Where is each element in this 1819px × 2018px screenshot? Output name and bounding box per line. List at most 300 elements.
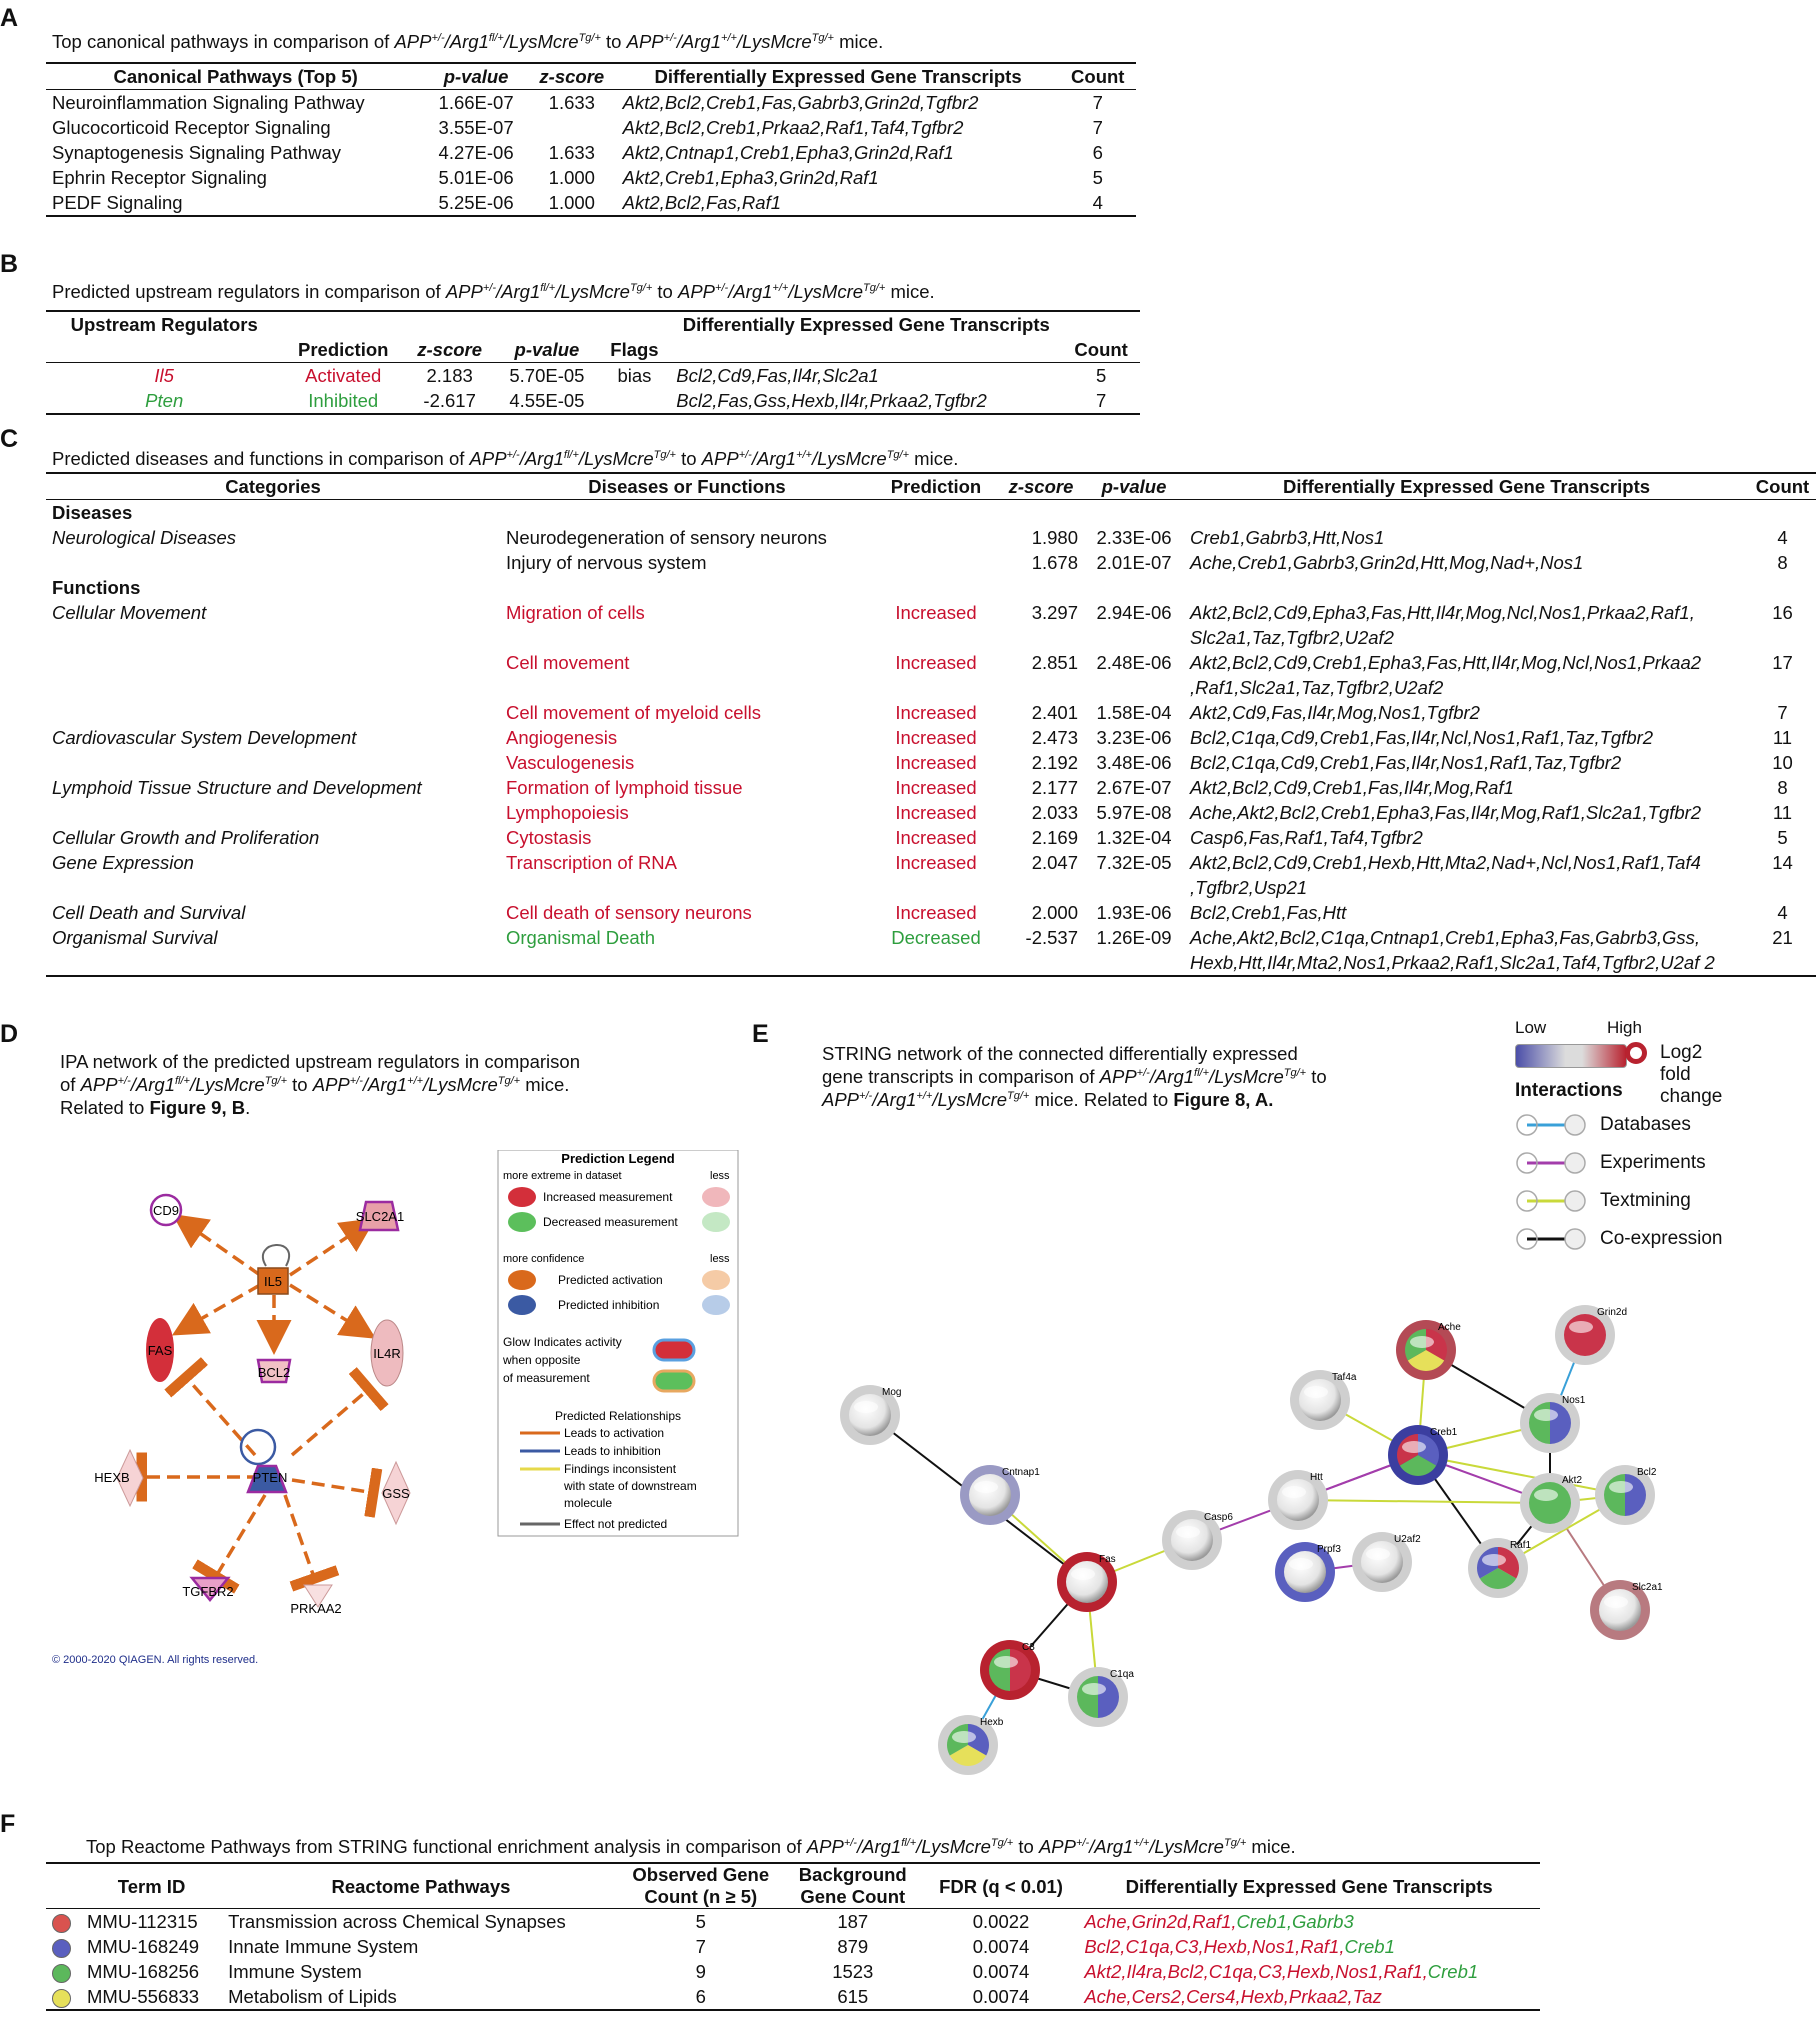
prediction-legend bbox=[498, 1150, 738, 1536]
panel-b-label: B bbox=[0, 250, 19, 278]
count: 5 bbox=[1092, 167, 1103, 188]
string-node-label: Grin2d bbox=[1597, 1307, 1628, 1318]
p-value: 3.48E-06 bbox=[1096, 752, 1172, 773]
table-row bbox=[46, 1959, 1540, 1984]
category: Neurological Diseases bbox=[52, 527, 237, 548]
edge-creb1-bcl2 bbox=[1418, 1455, 1625, 1495]
flag bbox=[599, 388, 671, 414]
mouse-genotype-2: APP+/-/Arg1+/+/LysMcre$^{Tg/+}$ bbox=[678, 281, 886, 302]
header-p-value: p-value bbox=[1101, 476, 1167, 497]
gene-list: Bcl2,Creb1,Fas,Htt bbox=[1190, 902, 1347, 923]
z-score: 2.473 bbox=[1031, 727, 1078, 748]
header-genes: Differentially Expressed Gene Transcripts bbox=[1282, 476, 1651, 497]
p-value: 1.66E-07 bbox=[438, 92, 514, 113]
count: 10 bbox=[1772, 752, 1793, 773]
mouse-genotype-2: APP+/-/Arg1+/+/LysMcre$^{Tg/+}$ bbox=[312, 1074, 521, 1095]
section-row bbox=[46, 500, 1816, 526]
count: 8 bbox=[1777, 777, 1788, 798]
panel-c-caption: Predicted diseases and functions in comparison of $APP^{+/-}/Arg1^{fl/+}/LysMcre^{Tg/+}$ to APP+/-/Arg1+/+/LysMcre$^{Tg/+}$ mice. bbox=[52, 448, 959, 469]
fdr: 0.0074 bbox=[972, 1986, 1030, 2007]
p-value: 2.67E-07 bbox=[1096, 777, 1172, 798]
edge-il5-cd9 bbox=[178, 1218, 260, 1275]
string-node-label: Slc2a1 bbox=[1632, 1582, 1663, 1593]
background-count: 615 bbox=[837, 1986, 869, 2007]
z-score: -2.617 bbox=[423, 390, 476, 411]
p-value: 2.48E-06 bbox=[1096, 652, 1172, 673]
count: 4 bbox=[1092, 192, 1103, 213]
string-node-label: Taf4a bbox=[1332, 1372, 1357, 1383]
gene-list: Akt2,Creb1,Epha3,Grin2d,Raf1 bbox=[622, 167, 879, 188]
prediction: Increased bbox=[895, 652, 977, 673]
prediction: Inhibited bbox=[308, 390, 379, 411]
z-score: 2.000 bbox=[1031, 902, 1078, 923]
qiagen-copyright: © 2000-2020 QIAGEN. All rights reserved. bbox=[52, 1654, 259, 1666]
flag: bias bbox=[617, 365, 652, 386]
node-prkaa2-label: PRKAA2 bbox=[290, 1601, 342, 1616]
count: 14 bbox=[1772, 852, 1793, 873]
table-row bbox=[46, 900, 1816, 925]
header-count: Count bbox=[1074, 339, 1128, 360]
p-value: 3.55E-07 bbox=[438, 117, 514, 138]
disease-function: Neurodegeneration of sensory neurons bbox=[506, 527, 827, 548]
count: 7 bbox=[1092, 117, 1103, 138]
prediction: Decreased bbox=[891, 927, 981, 948]
string-node-label: Nos1 bbox=[1562, 1395, 1586, 1406]
prediction: Activated bbox=[305, 365, 382, 386]
gene-list: Casp6,Fas,Raf1,Taf4,Tgfbr2 bbox=[1190, 827, 1423, 848]
pathway-name: Glucocorticoid Receptor Signaling bbox=[52, 117, 331, 138]
header-p-value: p-value bbox=[443, 66, 509, 87]
string-node-ache bbox=[1396, 1320, 1461, 1380]
category: Cell Death and Survival bbox=[52, 902, 246, 923]
table-row bbox=[46, 825, 1816, 850]
category: Cardiovascular System Development bbox=[52, 727, 357, 748]
node-il4r-label: IL4R bbox=[373, 1346, 401, 1361]
panel-f-caption: Top Reactome Pathways from STRING functional enrichment analysis in comparison of $APP^{+/-}/Arg1^{fl/+}/LysMcre^{Tg/+}$ to APP+/-/Arg1+/+/LysMcre$^{Tg/+}$ mice. bbox=[86, 1836, 1296, 1857]
panel-d-caption: IPA network of the predicted upstream regulators in comparison of $APP^{+/-}/Arg1^{fl/+}/LysMcre^{Tg/+}$ to APP+/-/Arg1+/+/LysMcre$^{Tg/+}$ mice. Related to Figure 9, B. bbox=[60, 1051, 580, 1118]
disease-function: Cell movement bbox=[506, 652, 630, 673]
pathway-color-dot-icon bbox=[52, 1989, 71, 2008]
table-row bbox=[46, 850, 1816, 900]
pathway-color-dot-icon bbox=[52, 1964, 71, 1983]
table-row bbox=[46, 525, 1816, 550]
disease-function: Migration of cells bbox=[506, 602, 645, 623]
fold-change-ring-icon bbox=[1625, 1042, 1647, 1064]
string-node-c1qa bbox=[1068, 1667, 1134, 1727]
z-score: 2.047 bbox=[1031, 852, 1078, 873]
term-id: MMU-112315 bbox=[87, 1911, 198, 1932]
mouse-genotype-1: $APP^{+/-}/Arg1^{fl/+}/LysMcre^{Tg/+}$ bbox=[806, 1836, 1014, 1857]
gene-list: Akt2,Bcl2,Creb1,Fas,Gabrb3,Grin2d,Tgfbr2 bbox=[622, 92, 979, 113]
header-categories: Categories bbox=[225, 476, 321, 497]
table-row bbox=[46, 550, 1816, 575]
disease-function: Vasculogenesis bbox=[506, 752, 635, 773]
prediction: Increased bbox=[895, 852, 977, 873]
string-node-prpf3 bbox=[1275, 1542, 1341, 1602]
string-node-htt bbox=[1268, 1470, 1328, 1530]
p-value: 5.01E-06 bbox=[438, 167, 514, 188]
svg-text:of measurement: of measurement bbox=[503, 1371, 590, 1385]
svg-text:with state of downstream: with state of downstream bbox=[564, 1479, 697, 1493]
count: 7 bbox=[1777, 702, 1788, 723]
string-node-slc2a1 bbox=[1590, 1580, 1663, 1640]
string-network bbox=[830, 1285, 1730, 1785]
prediction bbox=[874, 550, 998, 575]
string-node-label: Creb1 bbox=[1430, 1427, 1458, 1438]
string-node-taf4a bbox=[1290, 1370, 1357, 1430]
table-row bbox=[46, 363, 1140, 389]
header-genes: Differentially Expressed Gene Transcripts bbox=[682, 314, 1050, 335]
section-row bbox=[46, 575, 1816, 600]
gene-list: Bcl2,C1qa,Cd9,Creb1,Fas,Il4r,Ncl,Nos1,Raf1,Taz,Tgfbr2 bbox=[1190, 727, 1654, 748]
z-score: 2.183 bbox=[426, 365, 473, 386]
table-row bbox=[46, 388, 1140, 414]
p-value: 1.58E-04 bbox=[1096, 702, 1172, 723]
pathway-name: Synaptogenesis Signaling Pathway bbox=[52, 142, 341, 163]
ipa-network bbox=[80, 1150, 760, 1630]
z-score bbox=[527, 115, 617, 140]
edge-il5-fas bbox=[178, 1285, 260, 1332]
category: Cellular Movement bbox=[52, 602, 207, 623]
section-title: Diseases bbox=[52, 502, 133, 523]
panel-f-label: F bbox=[0, 1810, 16, 1838]
z-score: -2.537 bbox=[1025, 927, 1078, 948]
gene-list: Ache,Akt2,Bcl2,Creb1,Epha3,Fas,Il4r,Mog,Raf1,Slc2a1,Tgfbr2 bbox=[1190, 802, 1702, 823]
background-count: 187 bbox=[837, 1911, 869, 1932]
string-node-label: C3 bbox=[1022, 1642, 1035, 1653]
table-row bbox=[46, 725, 1816, 750]
disease-function: Cell death of sensory neurons bbox=[506, 902, 752, 923]
gene-list: Akt2,Il4ra,Bcl2,C1qa,C3,Hexb,Nos1,Raf1,Creb1 bbox=[1084, 1961, 1479, 1982]
prediction: Increased bbox=[895, 902, 977, 923]
panel-a-label: A bbox=[0, 4, 19, 32]
edge-pten-gss bbox=[292, 1480, 375, 1493]
prediction bbox=[874, 525, 998, 550]
gene-list: Bcl2,C1qa,Cd9,Creb1,Fas,Il4r,Nos1,Raf1,Taz,Tgfbr2 bbox=[1190, 752, 1622, 773]
gene-list: Akt2,Bcl2,Creb1,Prkaa2,Raf1,Taf4,Tgfbr2 bbox=[622, 117, 964, 138]
svg-text:Glow Indicates activity: Glow Indicates activity bbox=[503, 1335, 622, 1349]
edge-pten-il4r bbox=[292, 1388, 370, 1455]
count: 5 bbox=[1777, 827, 1788, 848]
prediction: Increased bbox=[895, 827, 977, 848]
string-node-label: Mog bbox=[882, 1387, 902, 1398]
table-row bbox=[46, 800, 1816, 825]
svg-text:more confidence: more confidence bbox=[503, 1253, 585, 1265]
interaction-experiments: Experiments bbox=[1515, 1150, 1755, 1176]
table-row bbox=[46, 600, 1816, 650]
category: Gene Expression bbox=[52, 852, 194, 873]
string-node-bcl2 bbox=[1595, 1465, 1657, 1525]
p-value: 2.01E-07 bbox=[1096, 552, 1172, 573]
svg-text:Prediction Legend: Prediction Legend bbox=[561, 1151, 675, 1166]
disease-function: Injury of nervous system bbox=[506, 552, 707, 573]
z-score: 1.980 bbox=[1031, 527, 1078, 548]
observed-count: 5 bbox=[695, 1911, 706, 1932]
disease-function: Organismal Death bbox=[506, 927, 656, 948]
svg-text:molecule: molecule bbox=[564, 1496, 613, 1510]
svg-text:more extreme in dataset: more extreme in dataset bbox=[503, 1170, 622, 1182]
svg-text:Leads to activation: Leads to activation bbox=[564, 1426, 665, 1440]
p-value: 5.70E-05 bbox=[509, 365, 585, 386]
prediction: Increased bbox=[895, 602, 977, 623]
category bbox=[46, 550, 500, 575]
z-score: 3.297 bbox=[1031, 602, 1078, 623]
gene-list: Akt2,Bcl2,Fas,Raf1 bbox=[622, 192, 781, 213]
edge-pten-tgfbr2 bbox=[215, 1495, 265, 1578]
p-value: 5.97E-08 bbox=[1096, 802, 1172, 823]
string-node-cntnap1 bbox=[960, 1465, 1040, 1525]
category bbox=[46, 750, 500, 775]
category: Organismal Survival bbox=[52, 927, 218, 948]
count: 16 bbox=[1772, 602, 1793, 623]
p-value: 5.25E-06 bbox=[438, 192, 514, 213]
string-node-label: Ache bbox=[1438, 1322, 1461, 1333]
header-prediction: Prediction bbox=[298, 339, 389, 360]
table-row bbox=[46, 1909, 1540, 1935]
pathway-name: Transmission across Chemical Synapses bbox=[228, 1911, 566, 1932]
count: 21 bbox=[1772, 927, 1793, 948]
gene-list: Akt2,Bcl2,Cd9,Creb1,Epha3,Fas,Htt,Il4r,Mog,Ncl,Nos1,Prkaa2 ,Raf1,Slc2a1,Taz,Tgfbr2,U2af2 bbox=[1190, 652, 1702, 698]
gene-list: Akt2,Bcl2,Cd9,Epha3,Fas,Htt,Il4r,Mog,Ncl,Nos1,Prkaa2,Raf1, Slc2a1,Taz,Tgfbr2,U2af2 bbox=[1190, 602, 1695, 648]
header-genes: Differentially Expressed Gene Transcripts bbox=[1125, 1875, 1493, 1897]
panel-b-caption: Predicted upstream regulators in comparison of $APP^{+/-}/Arg1^{fl/+}/LysMcre^{Tg/+}$ to APP+/-/Arg1+/+/LysMcre$^{Tg/+}$ mice. bbox=[52, 281, 935, 302]
z-score: 1.678 bbox=[1031, 552, 1078, 573]
category bbox=[46, 700, 500, 725]
svg-text:Predicted activation: Predicted activation bbox=[558, 1273, 663, 1287]
string-node-label: C1qa bbox=[1110, 1669, 1134, 1680]
mouse-genotype-2: APP+/-/Arg1+/+/LysMcre$^{Tg/+}$ bbox=[822, 1089, 1030, 1110]
p-value: 1.26E-09 bbox=[1096, 927, 1172, 948]
header-reactome: Reactome Pathways bbox=[331, 1875, 511, 1897]
regulator-name: Il5 bbox=[154, 365, 174, 386]
table-row bbox=[46, 700, 1816, 725]
table-row bbox=[46, 1934, 1540, 1959]
header-p-value: p-value bbox=[514, 339, 580, 360]
string-node-raf1 bbox=[1468, 1538, 1532, 1598]
interaction-co-expression: Co-expression bbox=[1515, 1226, 1755, 1252]
mouse-genotype-2: APP+/-/Arg1+/+/LysMcre$^{Tg/+}$ bbox=[626, 31, 834, 52]
panel-c-label: C bbox=[0, 425, 19, 453]
term-id: MMU-556833 bbox=[87, 1986, 200, 2007]
interaction-databases: Databases bbox=[1515, 1112, 1755, 1138]
z-score: 2.169 bbox=[1031, 827, 1078, 848]
z-score: 1.000 bbox=[548, 192, 595, 213]
node-bcl2-label: BCL2 bbox=[257, 1365, 291, 1380]
panel-d-label: D bbox=[0, 1020, 19, 1048]
string-node-casp6 bbox=[1162, 1510, 1233, 1570]
edge-htt-akt2 bbox=[1298, 1500, 1550, 1503]
gene-list: Creb1,Gabrb3,Htt,Nos1 bbox=[1190, 527, 1385, 548]
gene-list: Akt2,Cntnap1,Creb1,Epha3,Grin2d,Raf1 bbox=[622, 142, 954, 163]
string-node-label: Akt2 bbox=[1562, 1475, 1583, 1486]
count: 11 bbox=[1772, 727, 1793, 748]
mouse-genotype-1: $APP^{+/-}/Arg1^{fl/+}/LysMcre^{Tg/+}$ bbox=[394, 31, 601, 52]
svg-text:Decreased measurement: Decreased measurement bbox=[543, 1215, 678, 1229]
panel-a-caption: Top canonical pathways in comparison of $APP^{+/-}/Arg1^{fl/+}/LysMcre^{Tg/+}$ to APP+/-/Arg1+/+/LysMcre$^{Tg/+}$ mice. bbox=[52, 31, 884, 52]
mouse-genotype-1: $APP^{+/-}/Arg1^{fl/+}/LysMcre^{Tg/+}$ bbox=[1099, 1066, 1307, 1087]
gene-list: Ache,Cers2,Cers4,Hexb,Prkaa2,Taz bbox=[1084, 1986, 1382, 2007]
count: 6 bbox=[1092, 142, 1103, 163]
gene-list: Ache,Grin2d,Raf1,Creb1,Gabrb3 bbox=[1084, 1911, 1354, 1932]
table-row bbox=[46, 775, 1816, 800]
p-value: 4.27E-06 bbox=[438, 142, 514, 163]
edge-pten-prkaa2 bbox=[285, 1495, 315, 1580]
regulator-name: Pten bbox=[145, 390, 184, 411]
svg-text:less: less bbox=[710, 1170, 730, 1182]
table-row bbox=[46, 190, 1136, 216]
category bbox=[46, 800, 500, 825]
string-node-label: Cntnap1 bbox=[1002, 1467, 1040, 1478]
pathway-name: Neuroinflammation Signaling Pathway bbox=[52, 92, 365, 113]
string-node-fas bbox=[1057, 1552, 1117, 1612]
header-fdr: FDR (q < 0.01) bbox=[939, 1875, 1063, 1897]
node-gss-label: GSS bbox=[382, 1486, 410, 1501]
edge-il5-il4r bbox=[290, 1285, 370, 1335]
node-tgfbr2-label: TGFBR2 bbox=[182, 1584, 234, 1599]
z-score: 2.401 bbox=[1031, 702, 1078, 723]
mouse-genotype-2: APP+/-/Arg1+/+/LysMcre$^{Tg/+}$ bbox=[1038, 1836, 1247, 1857]
table-row bbox=[46, 90, 1136, 116]
fdr: 0.0074 bbox=[972, 1961, 1030, 1982]
fold-change-gradient bbox=[1515, 1044, 1627, 1068]
string-node-hexb bbox=[938, 1715, 1004, 1775]
string-node-label: U2af2 bbox=[1394, 1534, 1421, 1545]
panel-e-caption: STRING network of the connected differentially expressed gene transcripts in comparison of $APP^{+/-}/Arg1^{fl/+}/LysMcre^{Tg/+}$ to APP+/-/Arg1+/+/LysMcre$^{Tg/+}$ mice. Related to Figure 8, A. bbox=[822, 1043, 1327, 1110]
term-id: MMU-168249 bbox=[87, 1936, 200, 1957]
header-z-score: z-score bbox=[539, 66, 605, 87]
header-genes: Differentially Expressed Gene Transcripts bbox=[654, 66, 1022, 87]
disease-function: Formation of lymphoid tissue bbox=[506, 777, 743, 798]
count: 7 bbox=[1095, 390, 1107, 411]
svg-text:Findings inconsistent: Findings inconsistent bbox=[564, 1462, 677, 1476]
observed-count: 9 bbox=[695, 1961, 706, 1982]
string-node-label: Prpf3 bbox=[1317, 1544, 1341, 1555]
header-regulators: Upstream Regulators bbox=[70, 314, 258, 335]
interaction-textmining: Textmining bbox=[1515, 1188, 1755, 1214]
count: 4 bbox=[1777, 902, 1788, 923]
term-id: MMU-168256 bbox=[87, 1961, 200, 1982]
gene-list: Ache,Creb1,Gabrb3,Grin2d,Htt,Mog,Nad+,Nos1 bbox=[1190, 552, 1584, 573]
edge-pten-fas bbox=[185, 1376, 255, 1455]
pathway-name: Innate Immune System bbox=[228, 1936, 419, 1957]
string-node-label: Bcl2 bbox=[1637, 1467, 1657, 1478]
count: 17 bbox=[1772, 652, 1793, 673]
mouse-genotype-1: $APP^{+/-}/Arg1^{fl/+}/LysMcre^{Tg/+}$ bbox=[445, 281, 653, 302]
table-row bbox=[46, 750, 1816, 775]
disease-function: Lymphopoiesis bbox=[506, 802, 629, 823]
header-background: Background Gene Count bbox=[798, 1864, 907, 1907]
category: Lymphoid Tissue Structure and Development bbox=[52, 777, 422, 798]
header-z-score: z-score bbox=[1008, 476, 1074, 497]
observed-count: 7 bbox=[695, 1936, 706, 1957]
header-pathways: Canonical Pathways (Top 5) bbox=[113, 66, 358, 87]
string-node-c3 bbox=[980, 1640, 1040, 1700]
p-value: 2.94E-06 bbox=[1096, 602, 1172, 623]
diseases-functions-table bbox=[46, 472, 1816, 977]
prediction: Increased bbox=[895, 702, 977, 723]
background-count: 879 bbox=[837, 1936, 869, 1957]
svg-text:Predicted inhibition: Predicted inhibition bbox=[558, 1298, 660, 1312]
svg-text:Increased measurement: Increased measurement bbox=[543, 1190, 673, 1204]
table-row bbox=[46, 1984, 1540, 2010]
prediction: Increased bbox=[895, 752, 977, 773]
string-node-nos1 bbox=[1520, 1393, 1586, 1453]
svg-text:when opposite: when opposite bbox=[503, 1353, 581, 1367]
p-value: 2.33E-06 bbox=[1096, 527, 1172, 548]
il5-self-loop bbox=[263, 1245, 289, 1266]
header-z-score: z-score bbox=[417, 339, 483, 360]
pathway-color-dot-icon bbox=[52, 1914, 71, 1933]
pathway-name: Immune System bbox=[228, 1961, 362, 1982]
node-cd9-label: CD9 bbox=[152, 1203, 180, 1218]
string-node-label: Htt bbox=[1310, 1472, 1323, 1483]
category: Cellular Growth and Proliferation bbox=[52, 827, 320, 848]
pathway-name: Ephrin Receptor Signaling bbox=[52, 167, 267, 188]
z-score: 2.851 bbox=[1031, 652, 1078, 673]
string-node-grin2d bbox=[1555, 1305, 1627, 1365]
node-slc2a1-label: SLC2A1 bbox=[355, 1209, 405, 1224]
count: 8 bbox=[1777, 552, 1788, 573]
z-score: 2.192 bbox=[1031, 752, 1078, 773]
p-value: 4.55E-05 bbox=[509, 390, 585, 411]
header-term-id: Term ID bbox=[117, 1875, 186, 1897]
z-score: 1.633 bbox=[548, 92, 595, 113]
gene-list: Akt2,Cd9,Fas,Il4r,Mog,Nos1,Tgfbr2 bbox=[1190, 702, 1480, 723]
section-title: Functions bbox=[52, 577, 141, 598]
disease-function: Cytostasis bbox=[506, 827, 592, 848]
node-pten-label: PTEN bbox=[252, 1470, 288, 1485]
prediction: Increased bbox=[895, 802, 977, 823]
reactome-pathways-table bbox=[46, 1862, 1540, 2011]
pathway-name: PEDF Signaling bbox=[52, 192, 183, 213]
disease-function: Cell movement of myeloid cells bbox=[506, 702, 761, 723]
canonical-pathways-table bbox=[46, 62, 1136, 217]
gene-list: Akt2,Bcl2,Cd9,Creb1,Fas,Il4r,Mog,Raf1 bbox=[1190, 777, 1514, 798]
upstream-regulators-table bbox=[46, 310, 1140, 415]
p-value: 1.93E-06 bbox=[1096, 902, 1172, 923]
z-score: 1.000 bbox=[548, 167, 595, 188]
gene-list: Ache,Akt2,Bcl2,C1qa,Cntnap1,Creb1,Epha3,Fas,Gabrb3,Gss, Hexb,Htt,Il4r,Mta2,Nos1,Prkaa2,Raf1,Slc2a1,Taf4,Tgfbr2,U2af 2 bbox=[1190, 927, 1715, 973]
disease-function: Transcription of RNA bbox=[506, 852, 678, 873]
mouse-genotype-1: $APP^{+/-}/Arg1^{fl/+}/LysMcre^{Tg/+}$ bbox=[469, 448, 676, 469]
string-node-creb1 bbox=[1388, 1425, 1458, 1485]
gene-list: Akt2,Bcl2,Cd9,Creb1,Hexb,Htt,Mta2,Nad+,Ncl,Nos1,Raf1,Taf4 ,Tgfbr2,Usp21 bbox=[1190, 852, 1701, 898]
header-count: Count bbox=[1071, 66, 1125, 87]
table-row bbox=[46, 115, 1136, 140]
gene-list: Bcl2,Fas,Gss,Hexb,Il4r,Prkaa2,Tgfbr2 bbox=[676, 390, 987, 411]
disease-function: Angiogenesis bbox=[506, 727, 618, 748]
pathway-color-dot-icon bbox=[52, 1939, 71, 1958]
header-observed: Observed Gene Count (n ≥ 5) bbox=[632, 1864, 770, 1907]
table-row bbox=[46, 165, 1136, 190]
p-value: 7.32E-05 bbox=[1096, 852, 1172, 873]
string-node-label: Hexb bbox=[980, 1717, 1004, 1728]
svg-text:Predicted Relationships: Predicted Relationships bbox=[554, 1409, 682, 1423]
z-score: 1.633 bbox=[548, 142, 595, 163]
table-row bbox=[46, 650, 1816, 700]
header-flags: Flags bbox=[610, 339, 659, 360]
prediction: Increased bbox=[895, 727, 977, 748]
count: 11 bbox=[1772, 802, 1793, 823]
string-node-label: Fas bbox=[1099, 1554, 1116, 1565]
string-node-u2af2 bbox=[1352, 1532, 1421, 1592]
header-count: Count bbox=[1755, 476, 1810, 497]
count: 5 bbox=[1095, 365, 1107, 386]
string-node-mog bbox=[840, 1385, 901, 1445]
mouse-genotype-2: APP+/-/Arg1+/+/LysMcre$^{Tg/+}$ bbox=[701, 448, 910, 469]
header-diseases-functions: Diseases or Functions bbox=[588, 476, 786, 497]
pathway-name: Metabolism of Lipids bbox=[228, 1986, 397, 2007]
